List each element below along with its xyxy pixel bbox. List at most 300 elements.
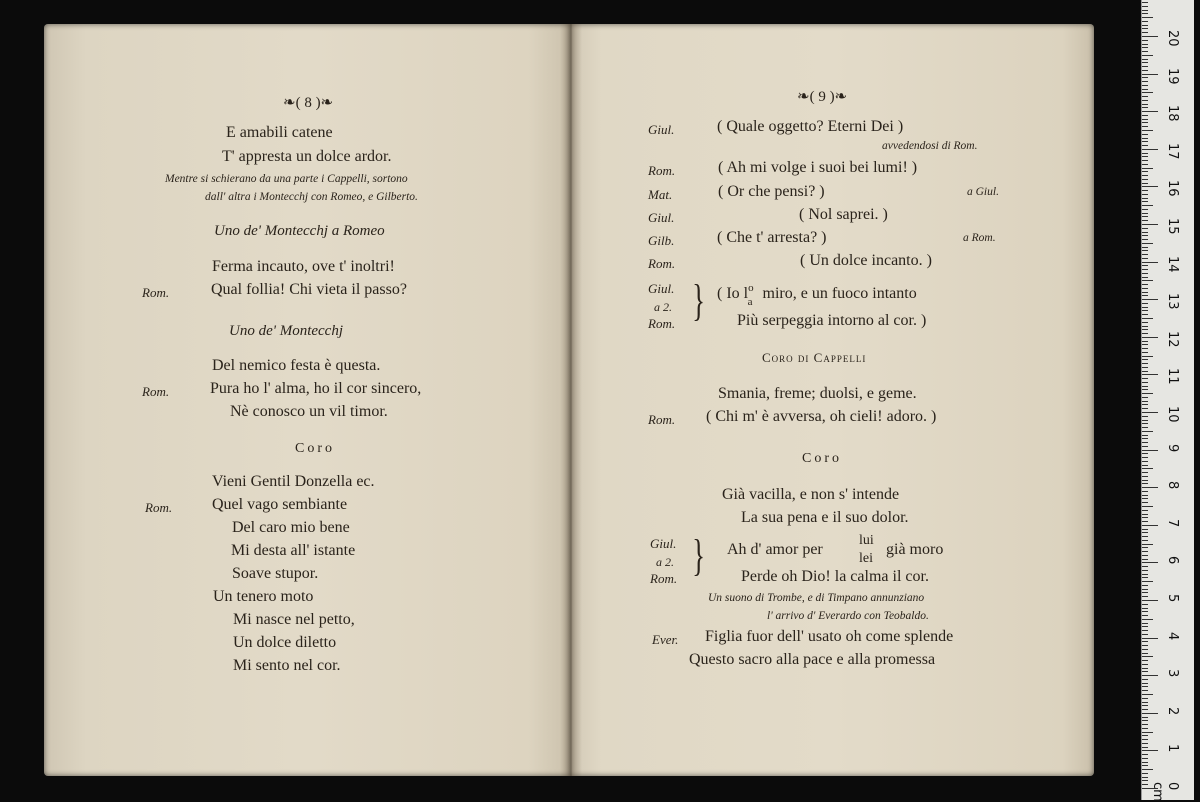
ruler-tick [1142,604,1148,605]
ruler-tick [1142,104,1148,105]
ruler-tick [1142,348,1148,349]
ruler-tick [1142,333,1148,334]
ruler-tick [1142,777,1148,778]
ruler-tick [1142,96,1148,97]
ruler-tick [1142,254,1148,255]
ruler-tick [1142,359,1148,360]
ruler-tick [1142,6,1148,7]
ruler-tick [1142,156,1148,157]
section-heading: Uno de' Montecchj a Romeo [214,223,385,239]
speaker-label: Giul. [648,122,675,137]
ruler-tick [1142,476,1148,477]
ruler-tick [1142,480,1148,481]
ruler-tick [1142,438,1148,439]
ruler-tick [1142,201,1148,202]
ruler-tick [1142,220,1148,221]
verse-line: Pura ho l' alma, ho il cor sincero, [210,380,422,397]
ruler-tick [1142,171,1148,172]
ruler-tick [1142,457,1148,458]
ruler-label: 19 [1165,67,1180,85]
ruler-label: 1 [1165,744,1180,753]
ruler-tick [1142,472,1148,473]
brace-icon: } [692,276,705,325]
verse-line: Figlia fuor dell' usato oh come splende [705,628,954,645]
section-heading: Coro di Cappelli [762,350,867,365]
ruler-tick [1142,168,1153,169]
ruler-tick [1142,280,1153,281]
ruler-tick [1142,611,1148,612]
ruler-tick [1142,89,1148,90]
ruler-tick [1142,592,1148,593]
verse-line: Smania, freme; duolsi, e geme. [718,385,917,402]
verse-line: ( Un dolce incanto. ) [800,252,932,269]
ruler-tick [1142,702,1148,703]
section-heading: Coro [802,451,842,466]
ruler-tick [1142,314,1148,315]
verse-line: lei [859,551,873,566]
ruler-tick [1142,382,1148,383]
ruler-tick [1142,303,1148,304]
ruler-tick [1142,698,1148,699]
speaker-label: Rom. [648,163,676,178]
ruler-tick [1142,427,1148,428]
ruler-tick [1142,341,1148,342]
ruler-tick [1142,295,1148,296]
ruler-tick [1142,408,1148,409]
verse-line: Mi sento nel cor. [233,657,341,674]
ruler-tick [1142,378,1148,379]
ruler-tick [1142,239,1148,240]
ruler-tick [1142,694,1153,695]
ruler-tick [1142,310,1148,311]
ruler-tick [1142,502,1148,503]
ruler-tick [1142,532,1148,533]
ruler-tick [1142,671,1148,672]
ruler-tick [1142,555,1148,556]
verse-line: Del nemico festa è questa. [212,357,381,374]
ruler-tick [1142,352,1148,353]
ruler-tick [1142,92,1153,93]
ruler-tick [1142,450,1158,451]
ruler-tick [1142,367,1148,368]
ruler-tick [1142,209,1148,210]
ruler-tick [1142,292,1148,293]
speaker-label: a 2. [654,300,672,314]
ruler-tick [1142,465,1148,466]
brace-icon: } [692,531,705,580]
ruler-tick [1142,453,1148,454]
ruler-tick [1142,544,1153,545]
ruler-tick [1142,288,1148,289]
ruler-tick [1142,32,1148,33]
ruler-tick [1142,62,1148,63]
verse-line: lui [859,533,874,548]
ruler-tick [1142,577,1148,578]
ruler-tick [1142,55,1153,56]
ruler-tick [1142,273,1148,274]
verse-line: E amabili catene [226,124,333,141]
ruler-tick [1142,232,1148,233]
ruler-label: 7 [1165,518,1180,528]
speaker-label: a 2. [656,555,674,569]
verse-line: già moro [886,541,944,558]
ruler-label: 0 cm [1150,782,1180,802]
ruler-tick [1142,536,1148,537]
ruler-tick [1142,122,1148,123]
speaker-label: Giul. [648,210,675,225]
ruler-tick [1142,442,1148,443]
ruler-label: 16 [1165,180,1180,197]
ruler-tick [1142,59,1148,60]
ruler-tick [1142,589,1148,590]
ruler-tick [1142,728,1148,729]
ruler-tick [1142,205,1153,206]
ruler-label: 12 [1165,330,1180,348]
ruler-tick [1142,322,1148,323]
ruler-tick [1142,739,1148,740]
ruler-tick [1142,224,1158,225]
ruler-tick [1142,705,1148,706]
speaker-label: Giul. [648,281,675,296]
ruler-label: 17 [1165,142,1180,160]
ruler-tick [1142,404,1148,405]
stage-direction: Mentre si schierano da una parte i Cappelli, sortono [165,173,408,185]
ruler-tick [1142,495,1148,496]
ruler-tick [1142,265,1148,266]
verse-line: Vieni Gentil Donzella ec. [212,473,375,490]
ruler-tick [1142,397,1148,398]
ruler-tick [1142,750,1158,751]
verse-line: ( Quale oggetto? Eterni Dei ) [717,118,904,135]
ruler-tick [1142,28,1148,29]
ruler-tick [1142,153,1148,154]
verse-line: Ferma incauto, ove t' inoltri! [212,258,395,275]
ruler-tick [1142,514,1148,515]
ruler-tick [1142,326,1148,327]
ruler-tick [1142,769,1153,770]
ruler-tick [1142,40,1148,41]
ruler-tick [1142,74,1158,75]
ruler-tick [1142,277,1148,278]
ruler-tick [1142,600,1158,601]
ruler-tick [1142,623,1148,624]
ruler-tick [1142,183,1148,184]
ruler-tick [1142,574,1148,575]
ruler-tick [1142,634,1148,635]
ruler-tick [1142,675,1158,676]
ruler-tick [1142,356,1153,357]
ruler-tick [1142,645,1148,646]
ruler-tick [1142,664,1148,665]
ruler-tick [1142,186,1158,187]
ruler-tick [1142,619,1153,620]
ruler-tick [1142,374,1158,375]
ruler-tick [1142,85,1148,86]
ruler-tick [1142,709,1148,710]
ruler-label: 11 [1165,368,1180,385]
ruler-tick [1142,10,1148,11]
ruler-tick [1142,540,1148,541]
ruler-tick [1142,461,1148,462]
ruler-tick [1142,318,1153,319]
ruler-tick [1142,228,1148,229]
ruler-tick [1142,506,1153,507]
stage-direction: a Giul. [967,186,999,198]
ruler-tick [1142,194,1148,195]
ruler-tick [1142,668,1148,669]
verse-line: T' appresta un dolce ardor. [222,148,392,165]
ruler-tick [1142,250,1148,251]
verse-line: Mi desta all' istante [231,542,356,559]
ruler-tick [1142,780,1148,781]
ruler-tick [1142,44,1148,45]
ruler-tick [1142,2,1148,3]
ruler-tick [1142,660,1148,661]
ruler-tick [1142,401,1148,402]
stage-direction: l' arrivo d' Everardo con Teobaldo. [767,610,929,622]
ruler-tick [1142,446,1148,447]
speaker-label: Rom. [648,316,676,331]
ruler-tick [1142,198,1148,199]
verse-line: Nè conosco un vil timor. [230,403,388,420]
ruler-tick [1142,284,1148,285]
ruler-tick [1142,758,1148,759]
ruler-label: 9 [1165,443,1180,452]
verse-line: Questo sacro alla pace e alla promessa [689,651,936,668]
ruler-tick [1142,243,1153,244]
speaker-label: Rom. [650,571,678,586]
ruler-tick [1142,179,1148,180]
verse-line: Ah d' amor per [727,541,823,558]
ruler-tick [1142,100,1148,101]
ruler-tick [1142,115,1148,116]
ruler-label: 2 [1165,706,1180,716]
speaker-label: Rom. [648,412,676,427]
ruler-tick [1142,164,1148,165]
section-heading: Uno de' Montecchj [229,323,344,339]
ruler-tick [1142,581,1153,582]
ruler-tick [1142,47,1148,48]
stage-direction: Un suono di Trombe, e di Timpano annunziano [708,592,925,604]
ruler-tick [1142,149,1158,150]
ruler-tick [1142,145,1148,146]
ruler-tick [1142,25,1148,26]
ruler-tick [1142,732,1153,733]
ruler-tick [1142,517,1148,518]
ruler-tick [1142,562,1158,563]
verse-line: ( Che t' arresta? ) [717,229,827,246]
verse-line: Un dolce diletto [233,634,337,651]
ruler-tick [1142,138,1148,139]
ruler-tick [1142,547,1148,548]
ruler-tick [1142,720,1148,721]
ruler-label: 14 [1165,255,1180,273]
ruler-tick [1142,190,1148,191]
ruler-tick [1142,175,1148,176]
ruler-label: 6 [1165,556,1180,565]
ruler-tick [1142,765,1148,766]
speaker-label: Ever. [652,632,679,647]
ruler-tick [1142,337,1158,338]
ruler-tick [1142,70,1148,71]
ruler-tick [1142,416,1148,417]
ruler-label: 10 [1165,406,1180,423]
ruler-label: 13 [1165,293,1180,310]
ruler-tick [1142,754,1148,755]
ruler-tick [1142,431,1153,432]
ruler-tick [1142,570,1148,571]
verse-line: ( Or che pensi? ) [718,183,825,200]
verse-line: Già vacilla, e non s' intende [722,486,900,503]
measurement-ruler [1141,0,1194,800]
ruler-tick [1142,653,1148,654]
verse-line: Mi nasce nel petto, [233,611,355,628]
ruler-tick [1142,213,1148,214]
ruler-tick [1142,36,1158,37]
ruler-tick [1142,66,1148,67]
ruler-tick [1142,412,1158,413]
ruler-tick [1142,160,1148,161]
page-number-left: ❧( 8 )❧ [283,95,334,111]
stage-direction: dall' altra i Montecchj con Romeo, e Gilberto. [205,191,418,203]
verse-line: Quel vago sembiante [212,496,348,513]
stage-direction: avvedendosi di Rom. [882,140,978,152]
ruler-tick [1142,119,1148,120]
ruler-tick [1142,615,1148,616]
ruler-label: 15 [1165,218,1180,235]
ruler-tick [1142,344,1148,345]
ruler-tick [1142,521,1148,522]
verse-line: ( Nol saprei. ) [799,206,888,223]
page-number-right: ❧( 9 )❧ [797,89,848,105]
ruler-tick [1142,386,1148,387]
ruler-tick [1142,299,1158,300]
verse-line: ( Chi m' è avversa, oh cieli! adoro. ) [706,408,937,425]
verse-line: Perde oh Dio! la calma il cor. [741,568,929,585]
ruler-tick [1142,559,1148,560]
ruler-tick [1142,630,1148,631]
ruler-tick [1142,743,1148,744]
ruler-tick [1142,683,1148,684]
ruler-tick [1142,529,1148,530]
speaker-label: Giul. [650,536,677,551]
ruler-tick [1142,679,1148,680]
ruler-tick [1142,784,1148,785]
ruler-tick [1142,17,1153,18]
ruler-tick [1142,491,1148,492]
ruler-label: 20 [1165,30,1180,47]
ruler-tick [1142,258,1148,259]
ruler-tick [1142,81,1148,82]
ruler-tick [1142,423,1148,424]
ruler-tick [1142,130,1153,131]
ruler-tick [1142,371,1148,372]
speaker-label: Rom. [145,500,173,515]
ruler-tick [1142,762,1148,763]
ruler-tick [1142,21,1148,22]
ruler-tick [1142,329,1148,330]
ruler-tick [1142,389,1148,390]
ruler-tick [1142,216,1148,217]
ruler-tick [1142,656,1153,657]
verse-line: Qual follia! Chi vieta il passo? [211,281,407,298]
book-gutter [560,24,582,776]
ruler-tick [1142,735,1148,736]
ruler-tick [1142,690,1148,691]
ruler-tick [1142,641,1148,642]
ruler-tick [1142,141,1148,142]
ruler-tick [1142,608,1148,609]
speaker-label: Mat. [648,187,673,202]
ruler-tick [1142,724,1148,725]
ruler-tick [1142,468,1153,469]
ruler-tick [1142,262,1158,263]
ruler-tick [1142,111,1158,112]
verse-line: Del caro mio bene [232,519,350,536]
section-heading: Coro [295,441,335,456]
ruler-tick [1142,510,1148,511]
ruler-tick [1142,585,1148,586]
ruler-tick [1142,551,1148,552]
ruler-tick [1142,13,1148,14]
ruler-tick [1142,566,1148,567]
ruler-tick [1142,626,1148,627]
speaker-label: Rom. [142,285,170,300]
ruler-label: 4 [1165,631,1180,640]
ruler-tick [1142,747,1148,748]
ruler-tick [1142,307,1148,308]
ruler-tick [1142,638,1158,639]
ruler-tick [1142,393,1153,394]
ruler-tick [1142,649,1148,650]
ruler-tick [1142,483,1148,484]
ruler-tick [1142,77,1148,78]
speaker-label: Gilb. [648,233,675,248]
speaker-label: Rom. [142,384,170,399]
ruler-tick [1142,134,1148,135]
verse-line: Più serpeggia intorno al cor. ) [737,312,927,329]
speaker-label: Rom. [648,256,676,271]
ruler-tick [1142,363,1148,364]
ruler-tick [1142,773,1148,774]
ruler-tick [1142,247,1148,248]
ruler-tick [1142,717,1148,718]
ruler-tick [1142,235,1148,236]
ruler-tick [1142,487,1158,488]
ruler-tick [1142,51,1148,52]
ruler-tick [1142,525,1158,526]
ruler-tick [1142,126,1148,127]
stage-direction: a Rom. [963,232,996,244]
ruler-tick [1142,596,1148,597]
ruler-label: 8 [1165,481,1180,490]
verse-line: ( Io $l^o_a$ miro, e un fuoco intanto [717,282,917,308]
ruler-label: 3 [1165,669,1180,678]
verse-line: Un tenero moto [213,588,314,605]
ruler-tick [1142,269,1148,270]
ruler-tick [1142,107,1148,108]
ruler-tick [1142,686,1148,687]
verse-line: La sua pena e il suo dolor. [741,509,909,526]
ruler-tick [1142,435,1148,436]
ruler-label: 18 [1165,105,1180,122]
ruler-tick [1142,498,1148,499]
ruler-label: 5 [1165,594,1180,603]
verse-line: ( Ah mi volge i suoi bei lumi! ) [718,159,918,176]
ruler-tick [1142,420,1148,421]
ruler-tick [1142,713,1158,714]
verse-line: Soave stupor. [232,565,319,582]
